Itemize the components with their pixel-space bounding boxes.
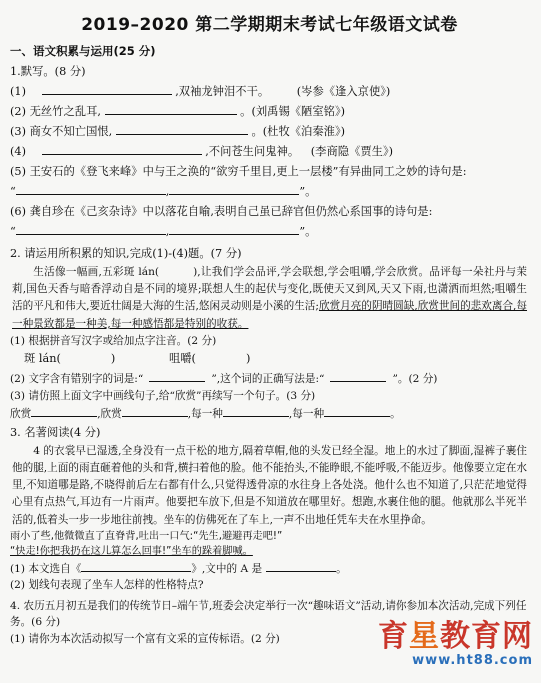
- comma: ,: [165, 225, 170, 238]
- q2-sub1-a: 斑 lán(: [24, 352, 61, 366]
- q3-sub1-c: 。: [336, 562, 347, 575]
- q2-sub3-b: ,欣赏: [97, 408, 122, 421]
- quote-close: ”。: [299, 225, 317, 238]
- comma: ,: [165, 185, 170, 198]
- q2-passage-a: 生活像一幅画,五彩斑 lán(: [33, 266, 160, 278]
- answer-blank[interactable]: [324, 404, 390, 417]
- section-heading: 一、语文积累与运用(25 分): [10, 44, 156, 58]
- wm-char: 育: [378, 619, 409, 654]
- q1-line-5: (5) 王安石的《登飞来峰》中与王之涣的“欲穷千里目,更上一层楼”有异曲同工之妙的诗句是:: [10, 165, 467, 178]
- q2-sub2-a: (2) 文字含有错别字的词是:: [10, 373, 138, 386]
- q1-3-source: 。(杜牧《泊秦淮》): [251, 125, 345, 138]
- q1-2-source: 。(刘禹锡《陋室铭》): [240, 105, 345, 118]
- q1-4-text: ,不问苍生问鬼神。: [205, 145, 300, 158]
- answer-blank[interactable]: [105, 102, 237, 115]
- q2-sub3-d: ,每一种: [288, 408, 325, 421]
- q2-passage-b: ),让我们学会品评,学会联想,学会咀嚼,学会欣赏。品评每一朵社丹与茉莉,国色天香与暗香浮动自是不同的境界;联想人生的起伏与变化,既使天又到风,天又下雨,也潇洒而坦然;咀嚼生活的平凡和伟大,要近壮阔是大海的生活,悠闲灵动则是小溪的生活;: [12, 266, 527, 313]
- q2-sub2-b: ”,这个词的正确写法是:: [211, 373, 320, 386]
- q3-sub2: (2) 划线句表现了坐车人怎样的性格特点?: [10, 579, 204, 592]
- q1-line-1: [10, 82, 529, 102]
- q4-sub1: (1) 请你为本次活动拟写一个富有文采的宣传标语。(2 分): [10, 632, 280, 645]
- q1-line-5-answer: [10, 182, 529, 202]
- answer-blank[interactable]: [16, 182, 166, 195]
- quote-open: “: [10, 225, 16, 238]
- q3-handwritten-line-2: “快走!你把我扔在这儿算怎么回事!”坐车的跺着脚喊。: [10, 545, 253, 557]
- q3-handwritten-line-1: 雨小了些,他微微直了直脊背,吐出一口气:“先生,避避再走吧!”: [10, 530, 283, 542]
- q1-line-6: (6) 龚自珍在《己亥杂诗》中以落花自喻,表明自己虽已辞官但仍然心系国事的诗句是:: [10, 205, 433, 218]
- answer-blank[interactable]: [266, 559, 336, 572]
- answer-blank[interactable]: [42, 142, 202, 155]
- q1-heading: 1.默写。(8 分): [10, 65, 86, 78]
- q1-line-6-answer: [10, 222, 529, 242]
- answer-blank[interactable]: [223, 404, 289, 417]
- q2-sub3: (3) 请仿照上面文字中画线句子,给“欣赏”再续写一个句子。(3 分): [10, 389, 316, 402]
- quote-open: “: [137, 373, 144, 386]
- wm-rest: 教育网: [440, 619, 533, 654]
- exam-title: 2019–2020 第二学期期末考试七年级语文试卷: [81, 15, 458, 35]
- answer-blank[interactable]: [169, 182, 299, 195]
- q1-line-2: [10, 102, 529, 122]
- watermark-url: www.ht88.com: [412, 653, 533, 668]
- q1-1-num: (1): [10, 85, 27, 98]
- answer-blank[interactable]: [149, 369, 205, 382]
- q1-1-source: (岑参《逢入京使》): [296, 85, 391, 98]
- answer-blank[interactable]: [42, 82, 172, 95]
- paren: ): [245, 352, 251, 366]
- q1-4-num: (4): [10, 145, 27, 158]
- q1-2-text: (2) 无丝竹之乱耳,: [10, 105, 101, 118]
- answer-blank[interactable]: [31, 404, 97, 417]
- watermark-brand: [378, 621, 533, 653]
- wm-star: 星: [409, 619, 440, 654]
- q3-sub1-b: 》,文中的 A 是: [191, 562, 263, 575]
- q2-sub2: [10, 369, 529, 388]
- paren: ): [110, 352, 116, 366]
- q2-sub3-e: 。: [390, 408, 401, 421]
- q2-sub1-b: 咀嚼(: [168, 352, 196, 366]
- quote-open: “: [10, 185, 16, 198]
- q2-sub3-c: ,每一种: [187, 408, 223, 421]
- answer-blank[interactable]: [169, 222, 299, 235]
- q4-heading: 4. 农历五月初五是我们的传统节日–端午节,班委会决定举行一次“趣味语文”活动,请你参加本次活动,完成下列任务。(6 分): [10, 599, 527, 629]
- q1-4-source: (李商隐《贾生》): [310, 145, 394, 158]
- q2-sub1-answers: [10, 349, 529, 369]
- q1-line-4: [10, 142, 529, 162]
- quote-open: “: [319, 373, 325, 386]
- q3-passage: 4 的衣裳早已湿透,全身没有一点干松的地方,隔着草帽,他的头发已经全湿。地上的水过了脚面,湿裤子裹住他的腿,上面的雨直砸着他的头和背,横扫着他的脸。他不能抬头,不能睁眼,不能呼吸,不能迈步。他像要立定在水里,不知道哪是路,不晓得前后左右都有什么,只觉得透骨凉的水往身上各处浇。他什么也不知道了,只茫茫地觉得心里有点热气,耳边有一片雨声。他要把车放下,但是不知道放在哪里好。想跑,水裹住他的腿。他就那么半死半活的,低着头一步一步地往前拽。坐车的仿佛死在了车上,一声不出地任凭车夫在水里挣命。: [12, 444, 527, 526]
- answer-blank[interactable]: [16, 222, 166, 235]
- quote-close: ”。: [299, 185, 317, 198]
- q2-sub3-a: 欣赏: [10, 408, 32, 421]
- q2-sub1: (1) 根据拼音写汉字或给加点字注音。(2 分): [10, 334, 217, 347]
- answer-blank[interactable]: [116, 122, 248, 135]
- q2-sub3-answer: [10, 404, 529, 423]
- q2-heading: 2. 请运用所积累的知识,完成(1)-(4)题。(7 分): [10, 247, 242, 260]
- q1-1-text: ,双袖龙钟泪不干。: [175, 85, 270, 98]
- underlined-sentence: 欣赏月亮的阴晴圆缺,欣赏世间的悲欢离合,每一种景致都是一种美,每一种感悟都是特别的收获。: [12, 300, 528, 330]
- watermark-logo: [378, 621, 533, 669]
- q2-passage: [12, 264, 527, 333]
- q1-line-3: [10, 122, 529, 142]
- answer-blank[interactable]: [122, 404, 188, 417]
- answer-blank[interactable]: [330, 369, 386, 382]
- answer-blank[interactable]: [81, 559, 191, 572]
- q2-sub2-c: ”。(2 分): [392, 373, 438, 386]
- q3-sub1-a: (1) 本文选自《: [10, 562, 82, 575]
- q3-sub1: [10, 559, 529, 578]
- q3-heading: 3. 名著阅读(4 分): [10, 425, 101, 439]
- q1-3-text: (3) 商女不知亡国恨,: [10, 125, 113, 138]
